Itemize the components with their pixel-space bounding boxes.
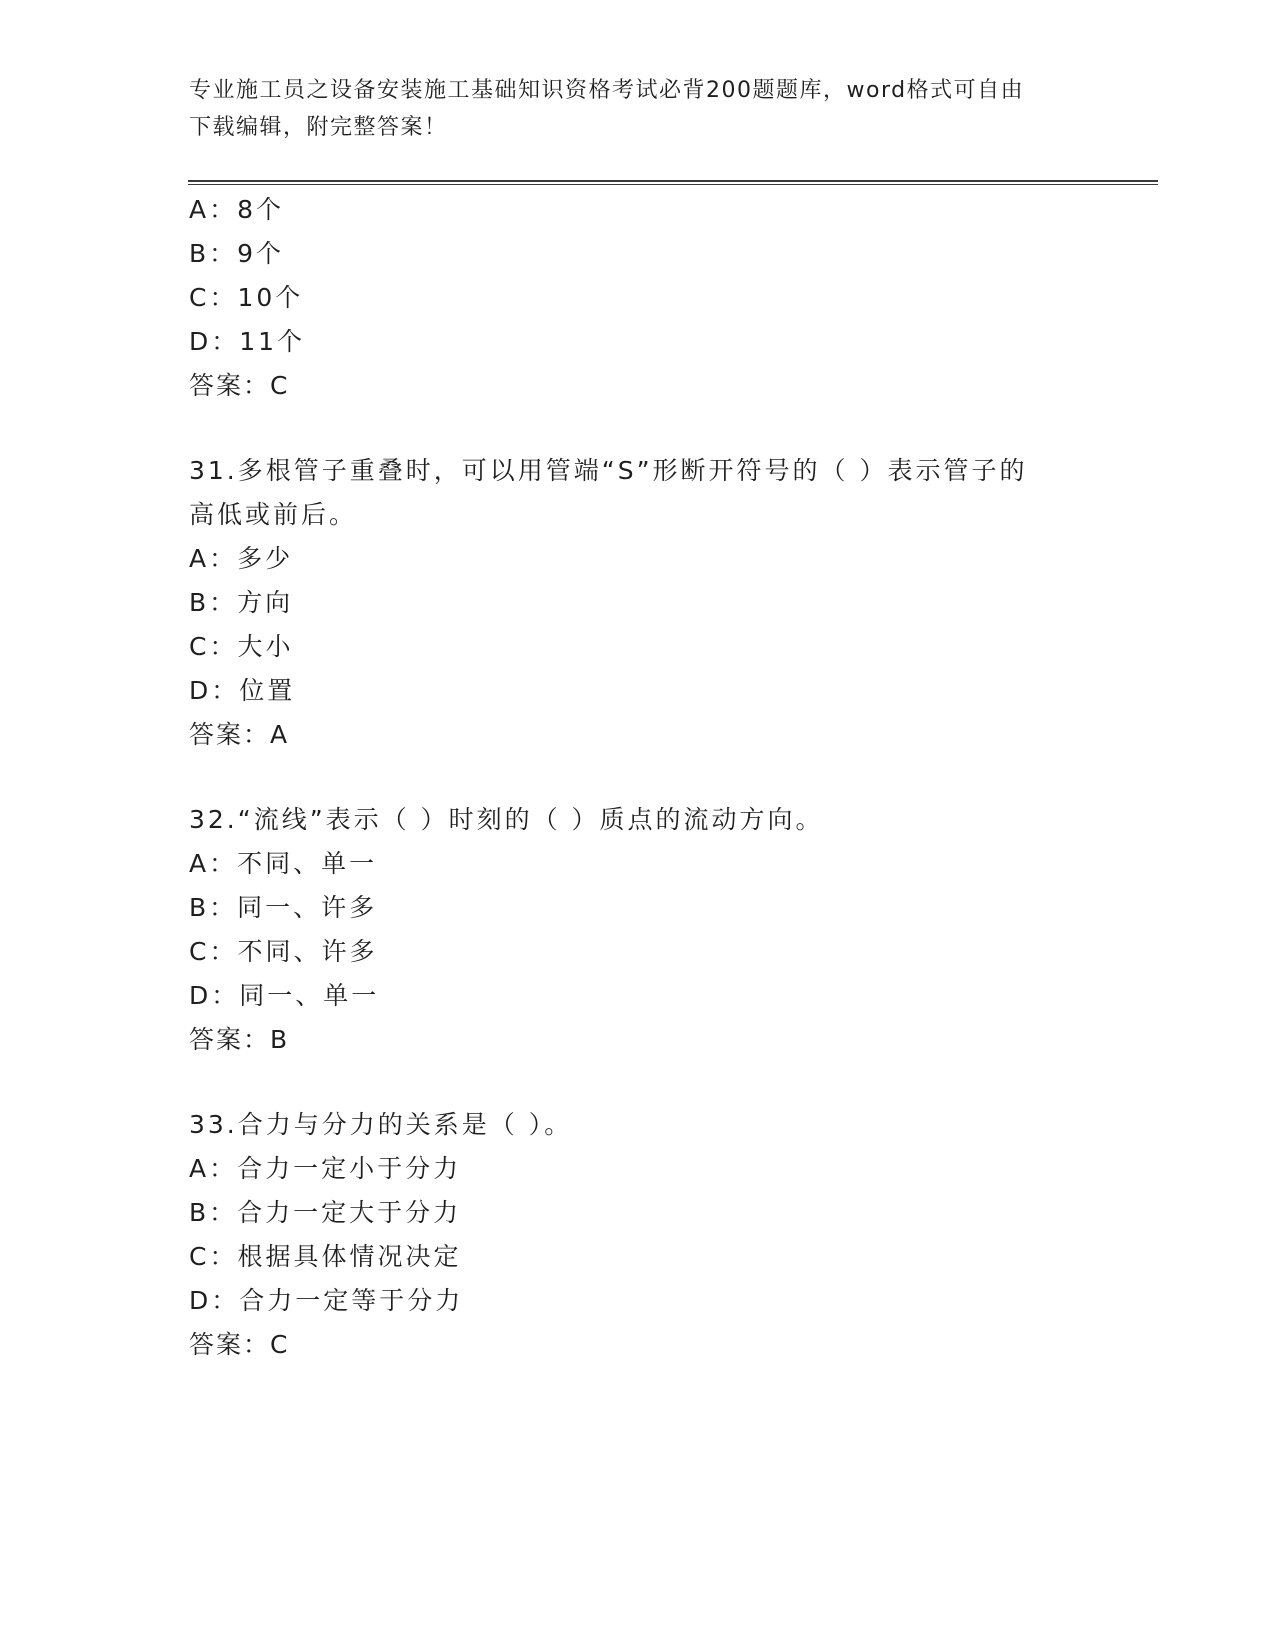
header-divider-thin: [188, 184, 1158, 185]
q33-option-a: A：合力一定小于分力: [189, 1154, 462, 1183]
q30-option-b: B：9个: [189, 239, 285, 268]
q30-option-c: C：10个: [189, 283, 304, 312]
q30-option-a: A：8个: [189, 195, 285, 224]
q32-answer: 答案：B: [189, 1025, 290, 1054]
q33-option-b: B：合力一定大于分力: [189, 1198, 462, 1227]
q30-answer: 答案：C: [189, 371, 290, 400]
q31-stem-line-1: 31.多根管子重叠时，可以用管端“S”形断开符号的（ ）表示管子的: [189, 456, 1028, 485]
header-divider-thick: [188, 180, 1158, 182]
q31-stem-line-2: 高低或前后。: [189, 500, 358, 529]
q30-option-d: D：11个: [189, 327, 306, 356]
document-header: [189, 72, 1079, 146]
q32-option-b: B：同一、许多: [189, 893, 378, 922]
q32-option-c: C：不同、许多: [189, 937, 378, 966]
q31-option-b: B：方向: [189, 588, 294, 617]
q31-option-d: D：位置: [189, 676, 296, 705]
q33-option-d: D：合力一定等于分力: [189, 1286, 464, 1315]
q31-answer: 答案：A: [189, 720, 290, 749]
q32-option-d: D：同一、单一: [189, 981, 380, 1010]
q33-option-c: C：根据具体情况决定: [189, 1242, 462, 1271]
q31-option-a: A：多少: [189, 544, 294, 573]
header-line-2: 下载编辑，附完整答案！: [189, 115, 448, 140]
q33-stem-line-1: 33.合力与分力的关系是（ ）。: [189, 1110, 573, 1139]
q32-stem-line-1: 32.“流线”表示（ ）时刻的（ ）质点的流动方向。: [189, 805, 824, 834]
header-line-1: 专业施工员之设备安装施工基础知识资格考试必背200题题库，word格式可自由: [189, 78, 1025, 103]
q33-answer: 答案：C: [189, 1330, 290, 1359]
q31-option-c: C：大小: [189, 632, 294, 661]
q32-option-a: A：不同、单一: [189, 849, 378, 878]
